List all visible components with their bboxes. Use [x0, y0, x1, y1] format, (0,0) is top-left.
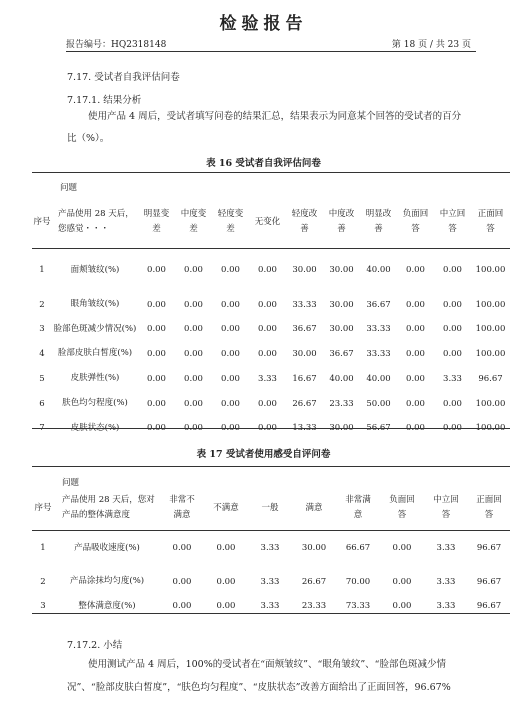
- table16-row-item: 脸部色斑减少情况(%): [53, 323, 137, 334]
- table16-cell: 30.00: [329, 299, 354, 310]
- table17-row-item: 产品涂抹均匀度(%): [69, 576, 145, 586]
- table17-cell: 23.33: [301, 601, 327, 611]
- header-divider: [66, 51, 476, 52]
- table17-cell: 26.67: [301, 576, 327, 587]
- table16-cell: 0.00: [258, 265, 277, 275]
- table17-col-header: 非常满意: [345, 495, 371, 520]
- table16-bottom-rule: [32, 428, 510, 429]
- table16-cell: 0.00: [221, 299, 240, 310]
- table16-cell: 36.67: [292, 324, 317, 334]
- table16-col-header: 明显改善: [365, 209, 392, 234]
- table16-col-header: 正面回答: [477, 209, 504, 234]
- table17-cell: 30.00: [301, 543, 327, 553]
- table16-cell: 0.00: [443, 299, 462, 310]
- table16-cell: 0.00: [147, 265, 166, 275]
- table16-col-header: 轻度变差: [217, 209, 244, 234]
- table16-cell: 100.00: [475, 423, 506, 433]
- table16-cell: 0.00: [184, 373, 203, 384]
- table16-row-item: 皮肤弹性(%): [70, 373, 120, 383]
- table16-cell: 0.00: [221, 373, 240, 384]
- table17-col-header: 非常不满意: [169, 495, 195, 520]
- summary-text-line1: 使用测试产品 4 周后，100%的受试者在“面颊皱纹”、“眼角皱纹”、“脸部色斑减少情: [88, 659, 447, 670]
- table16-row: [32, 317, 510, 341]
- table16-cell: 0.00: [443, 348, 462, 359]
- table17-row-number: 2: [40, 576, 46, 587]
- table16-col-header: 无变化: [254, 216, 281, 227]
- table16-cell: 0.00: [147, 299, 166, 310]
- table16-row-number: 2: [39, 299, 45, 310]
- table16-col-header: 中度变差: [180, 209, 207, 234]
- table16-row-item: 眼角皱纹(%): [70, 299, 120, 309]
- table16-cell: 0.00: [184, 423, 203, 433]
- table17-row-number: 3: [40, 601, 46, 611]
- table16-header-rule: [32, 248, 510, 249]
- table16-cell: 30.00: [329, 265, 354, 275]
- table16-row: [32, 366, 510, 391]
- table16-row-number: 5: [39, 373, 45, 384]
- table17-row: [32, 569, 510, 594]
- table16-row-number: 7: [39, 423, 45, 433]
- intro-text-line1: 使用产品 4 周后，受试者填写问卷的结果汇总，结果表示为同意某个回答的受试者的百分: [88, 111, 462, 122]
- table16-cell: 100.00: [475, 299, 506, 310]
- table17-row-number: 1: [40, 543, 46, 553]
- table17-cell: 96.67: [476, 543, 502, 553]
- table17-col-header: 不满意: [213, 502, 239, 513]
- table16-row-item: 面颊皱纹(%): [70, 264, 120, 275]
- table16-cell: 0.00: [406, 348, 425, 359]
- table17-header-row: [32, 489, 510, 527]
- table16-cell: 30.00: [292, 265, 317, 275]
- section-heading: 7.17. 受试者自我评估问卷: [67, 72, 180, 83]
- table17-cell: 3.33: [436, 601, 456, 611]
- table16-cell: 0.00: [221, 265, 240, 275]
- table16-col-header: 明显变差: [143, 209, 170, 234]
- table17-col-seq: 序号: [34, 502, 52, 513]
- table17-question-desc: 产品使用 28 天后，您对产品的整体满意度: [62, 495, 155, 520]
- table16-cell: 0.00: [221, 324, 240, 334]
- intro-text-line2: 比（%）。: [67, 133, 110, 144]
- table16-cell: 0.00: [184, 299, 203, 310]
- table16: [32, 196, 510, 440]
- table17-col-header: 负面回答: [389, 495, 415, 520]
- subsection-summary-heading: 7.17.2. 小结: [67, 640, 123, 651]
- table16-cell: 0.00: [221, 348, 240, 359]
- report-number: 报告编号：HQ2318148: [66, 40, 167, 50]
- table17-cell: 73.33: [345, 601, 371, 611]
- table17-cell: 0.00: [172, 601, 192, 611]
- table16-cell: 0.00: [147, 423, 166, 433]
- table16-row-number: 4: [39, 348, 45, 359]
- table17-row: [32, 594, 510, 618]
- table16-cell: 0.00: [184, 265, 203, 275]
- document-title: 检验报告: [219, 14, 308, 34]
- table16-cell: 100.00: [475, 398, 506, 409]
- table16-cell: 33.33: [366, 348, 391, 359]
- table16-cell: 0.00: [258, 324, 277, 334]
- table16-cell: 3.33: [443, 373, 462, 384]
- table16-header-row: [32, 196, 510, 248]
- table16-cell: 0.00: [184, 348, 203, 359]
- table16-cell: 0.00: [221, 398, 240, 409]
- table16-cell: 0.00: [258, 423, 277, 433]
- table17-cell: 3.33: [436, 543, 456, 553]
- table17-col-header: 正面回答: [476, 495, 502, 520]
- table17-cell: 0.00: [216, 576, 236, 587]
- table16-cell: 0.00: [406, 324, 425, 334]
- table17-question-title: 问题: [62, 478, 80, 488]
- table17-cell: 0.00: [216, 601, 236, 611]
- table16-cell: 0.00: [147, 348, 166, 359]
- table17-cell: 0.00: [172, 543, 192, 553]
- table17-cell: 0.00: [392, 601, 412, 611]
- table16-row-number: 6: [39, 398, 45, 409]
- table16-cell: 96.67: [478, 373, 503, 384]
- table17-cell: 3.33: [436, 576, 456, 587]
- table16-cell: 0.00: [258, 299, 277, 310]
- table16-cell: 56.67: [366, 423, 391, 433]
- table17-row-item: 产品吸收速度(%): [74, 542, 140, 553]
- table16-row-item: 脸部皮肤白皙度(%): [57, 348, 133, 358]
- table16-cell: 100.00: [475, 324, 506, 334]
- table16-row: [32, 292, 510, 317]
- table16-cell: 100.00: [475, 265, 506, 275]
- table16-question-desc: 产品使用 28 天后，您感觉・・・: [58, 209, 134, 234]
- table16-cell: 50.00: [366, 398, 391, 409]
- table16-cell: 0.00: [147, 373, 166, 384]
- table16-cell: 0.00: [184, 324, 203, 334]
- table17-cell: 66.67: [345, 543, 371, 553]
- table16-cell: 0.00: [258, 398, 277, 409]
- page-indicator: 第 18 页 / 共 23 页: [391, 40, 471, 50]
- table16-question-title: 问题: [60, 183, 78, 193]
- table17-top-rule: [32, 466, 510, 467]
- table16-col-header: 中立回答: [439, 209, 466, 234]
- table16-cell: 0.00: [184, 398, 203, 409]
- table16-row: [32, 341, 510, 366]
- table16-cell: 26.67: [292, 398, 317, 409]
- table16-col-header: 负面回答: [402, 209, 429, 234]
- table17-cell: 0.00: [392, 576, 412, 587]
- table16-cell: 0.00: [406, 265, 425, 275]
- table16-cell: 40.00: [329, 373, 354, 384]
- table17-cell: 3.33: [260, 601, 280, 611]
- table16-col-seq: 序号: [33, 216, 51, 227]
- table17-cell: 0.00: [172, 576, 192, 587]
- table16-col-header: 中度改善: [328, 209, 355, 234]
- table17-cell: 3.33: [260, 576, 280, 587]
- table16-cell: 0.00: [221, 423, 240, 433]
- table16-cell: 30.00: [329, 324, 354, 334]
- table17-col-header: 一般: [261, 502, 279, 513]
- table16-cell: 100.00: [475, 348, 506, 359]
- table16-cell: 0.00: [258, 348, 277, 359]
- table16-cell: 0.00: [443, 265, 462, 275]
- summary-text-line2: 况”、“脸部皮肤白皙度”，“肤色均匀程度”、“皮肤状态”改善方面给出了正面回答，96.67%: [67, 682, 451, 693]
- table16-cell: 0.00: [147, 324, 166, 334]
- table17-cell: 70.00: [345, 576, 371, 587]
- table16-cell: 0.00: [443, 324, 462, 334]
- table16-cell: 16.67: [292, 373, 317, 384]
- table16-cell: 40.00: [366, 373, 391, 384]
- subsection-results-heading: 7.17.1. 结果分析: [67, 95, 142, 106]
- table17-col-header: 满意: [305, 502, 323, 513]
- table17-row: [32, 527, 510, 569]
- table17-cell: 0.00: [216, 543, 236, 553]
- table17-cell: 96.67: [476, 601, 502, 611]
- table17-header-rule: [32, 530, 510, 531]
- table17-row-item: 整体满意度(%): [78, 600, 136, 611]
- table16-row-number: 1: [39, 265, 45, 275]
- table16-top-rule: [32, 172, 510, 173]
- table16-cell: 30.00: [329, 423, 354, 433]
- table16-cell: 0.00: [443, 398, 462, 409]
- table17-cell: 3.33: [260, 543, 280, 553]
- table16-cell: 36.67: [366, 299, 391, 310]
- table16-cell: 0.00: [406, 373, 425, 384]
- table17-cell: 0.00: [392, 543, 412, 553]
- table16-cell: 23.33: [329, 398, 354, 409]
- table16-cell: 0.00: [443, 423, 462, 433]
- table16-cell: 0.00: [406, 299, 425, 310]
- table17-cell: 96.67: [476, 576, 502, 587]
- table16-row-item: 肤色均匀程度(%): [62, 398, 128, 408]
- table16-cell: 0.00: [406, 398, 425, 409]
- table16-col-header: 轻度改善: [291, 209, 318, 234]
- table17-bottom-rule: [32, 613, 510, 614]
- table16-cell: 33.33: [292, 299, 317, 310]
- table16-cell: 33.33: [366, 324, 391, 334]
- table16-caption: 表 16 受试者自我评估问卷: [206, 158, 321, 169]
- table16-cell: 0.00: [147, 398, 166, 409]
- table16-row: [32, 391, 510, 416]
- table16-row-item: 皮肤状态(%): [70, 422, 120, 433]
- table16-cell: 40.00: [366, 265, 391, 275]
- table16-cell: 0.00: [406, 423, 425, 433]
- table16-row-number: 3: [39, 324, 45, 334]
- table17-col-header: 中立回答: [433, 495, 459, 520]
- table17: [32, 489, 510, 618]
- table16-cell: 13.33: [292, 423, 317, 433]
- table17-caption: 表 17 受试者使用感受自评问卷: [196, 449, 331, 460]
- table16-row: [32, 248, 510, 292]
- table16-cell: 36.67: [329, 348, 354, 359]
- table16-cell: 3.33: [258, 373, 277, 384]
- table16-cell: 30.00: [292, 348, 317, 359]
